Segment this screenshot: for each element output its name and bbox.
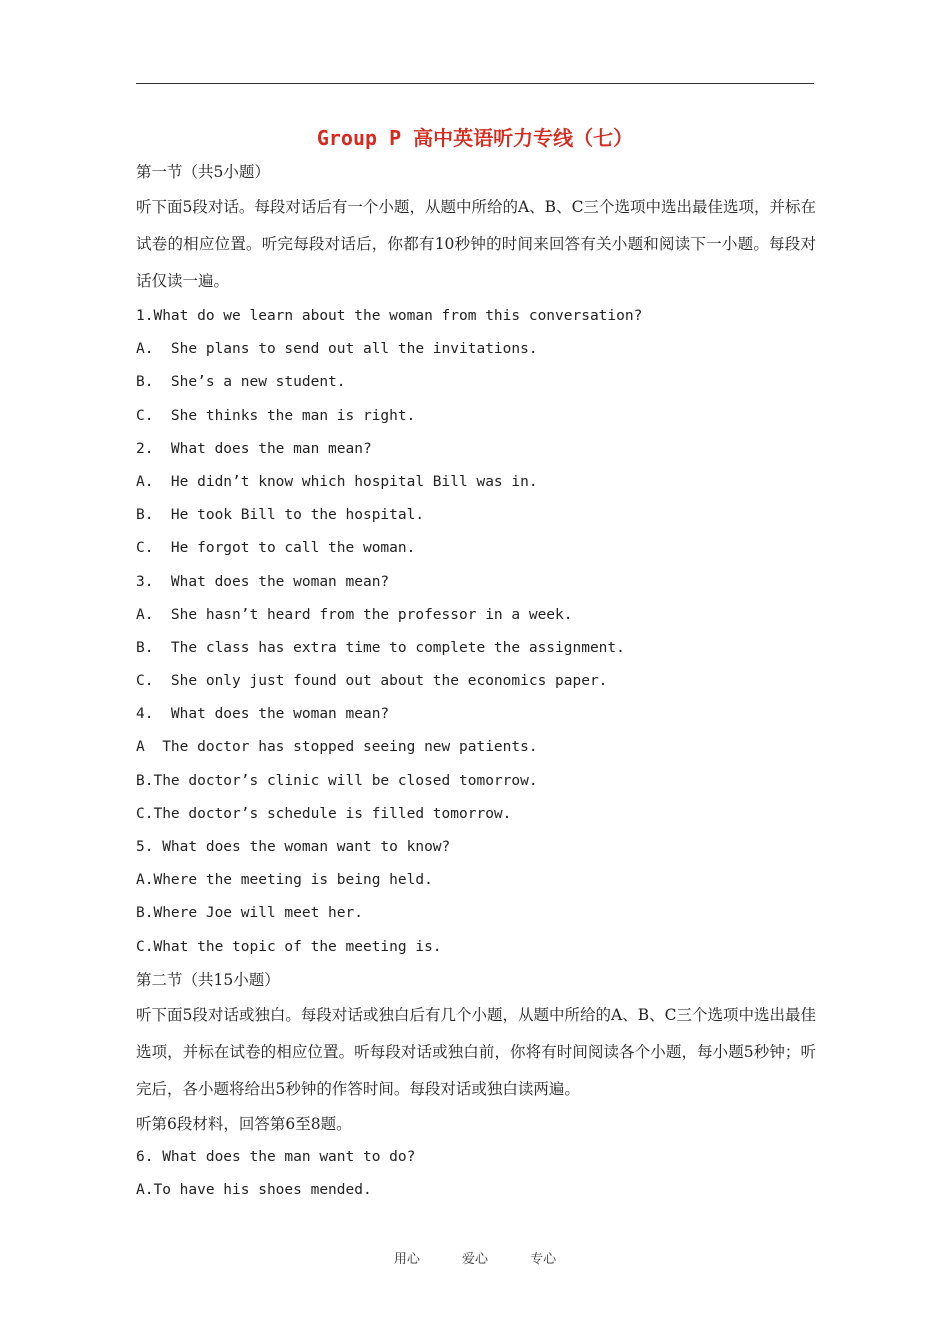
- q6-option-a: A.To have his shoes mended.: [136, 1181, 372, 1198]
- q5-option-c: C.What the topic of the meeting is.: [136, 938, 442, 955]
- section1-instructions: 听下面5段对话。每段对话后有一个小题，从题中所给的A、B、C三个选项中选出最佳选项，并标在试卷的相应位置。听完每段对话后，你都有10秒钟的时间来回答有关小题和阅读下一小题。每段对话仅读一遍。: [136, 198, 816, 290]
- q2-question: 2. What does the man mean?: [136, 440, 372, 457]
- q3-option-c: C. She only just found out about the economics paper.: [136, 673, 608, 690]
- q5-option-a: A.Where the meeting is being held.: [136, 872, 433, 889]
- document-body: [136, 156, 816, 1207]
- q2-option-a: A. He didn’t know which hospital Bill was in.: [136, 473, 538, 490]
- section2-heading: 第二节（共15小题）: [136, 970, 280, 989]
- q3-option-a: A. She hasn’t heard from the professor in a week.: [136, 606, 573, 623]
- header-rule: [136, 83, 814, 84]
- q1-option-c: C. She thinks the man is right.: [136, 407, 416, 424]
- q3-question: 3. What does the woman mean?: [136, 573, 390, 590]
- q1-question: 1.What do we learn about the woman from this conversation?: [136, 308, 643, 324]
- q4-option-b: B.The doctor’s clinic will be closed tomorrow.: [136, 772, 538, 789]
- section2-instructions: 听下面5段对话或独白。每段对话或独白后有几个小题，从题中所给的A、B、C三个选项中选出最佳选项，并标在试卷的相应位置。听每段对话或独白前，你将有时间阅读各个小题，每小题5秒钟；听完后，各小题将给出5秒钟的作答时间。每段对话或独白读两遍。: [136, 1005, 816, 1098]
- q2-option-b: B. He took Bill to the hospital.: [136, 507, 425, 524]
- q4-option-c: C.The doctor’s schedule is filled tomorrow.: [136, 805, 512, 822]
- q4-question: 4. What does the woman mean?: [136, 706, 390, 723]
- q2-option-c: C. He forgot to call the woman.: [136, 540, 416, 557]
- q4-option-a: A The doctor has stopped seeing new patients.: [136, 739, 538, 756]
- q5-question: 5. What does the woman want to know?: [136, 839, 451, 855]
- q6-question: 6. What does the man want to do?: [136, 1148, 416, 1165]
- q1-option-b: B. She’s a new student.: [136, 374, 346, 391]
- q1-option-a: A. She plans to send out all the invitations.: [136, 341, 538, 358]
- q3-option-b: B. The class has extra time to complete the assignment.: [136, 639, 625, 656]
- q5-option-b: B.Where Joe will meet her.: [136, 905, 363, 922]
- page-footer: 用心 爱心 专心: [393, 1252, 557, 1267]
- material-note: 听第6段材料，回答第6至8题。: [136, 1114, 352, 1133]
- section1-heading: 第一节（共5小题）: [136, 163, 270, 181]
- page-title: Group P 高中英语听力专线（七）: [316, 126, 634, 150]
